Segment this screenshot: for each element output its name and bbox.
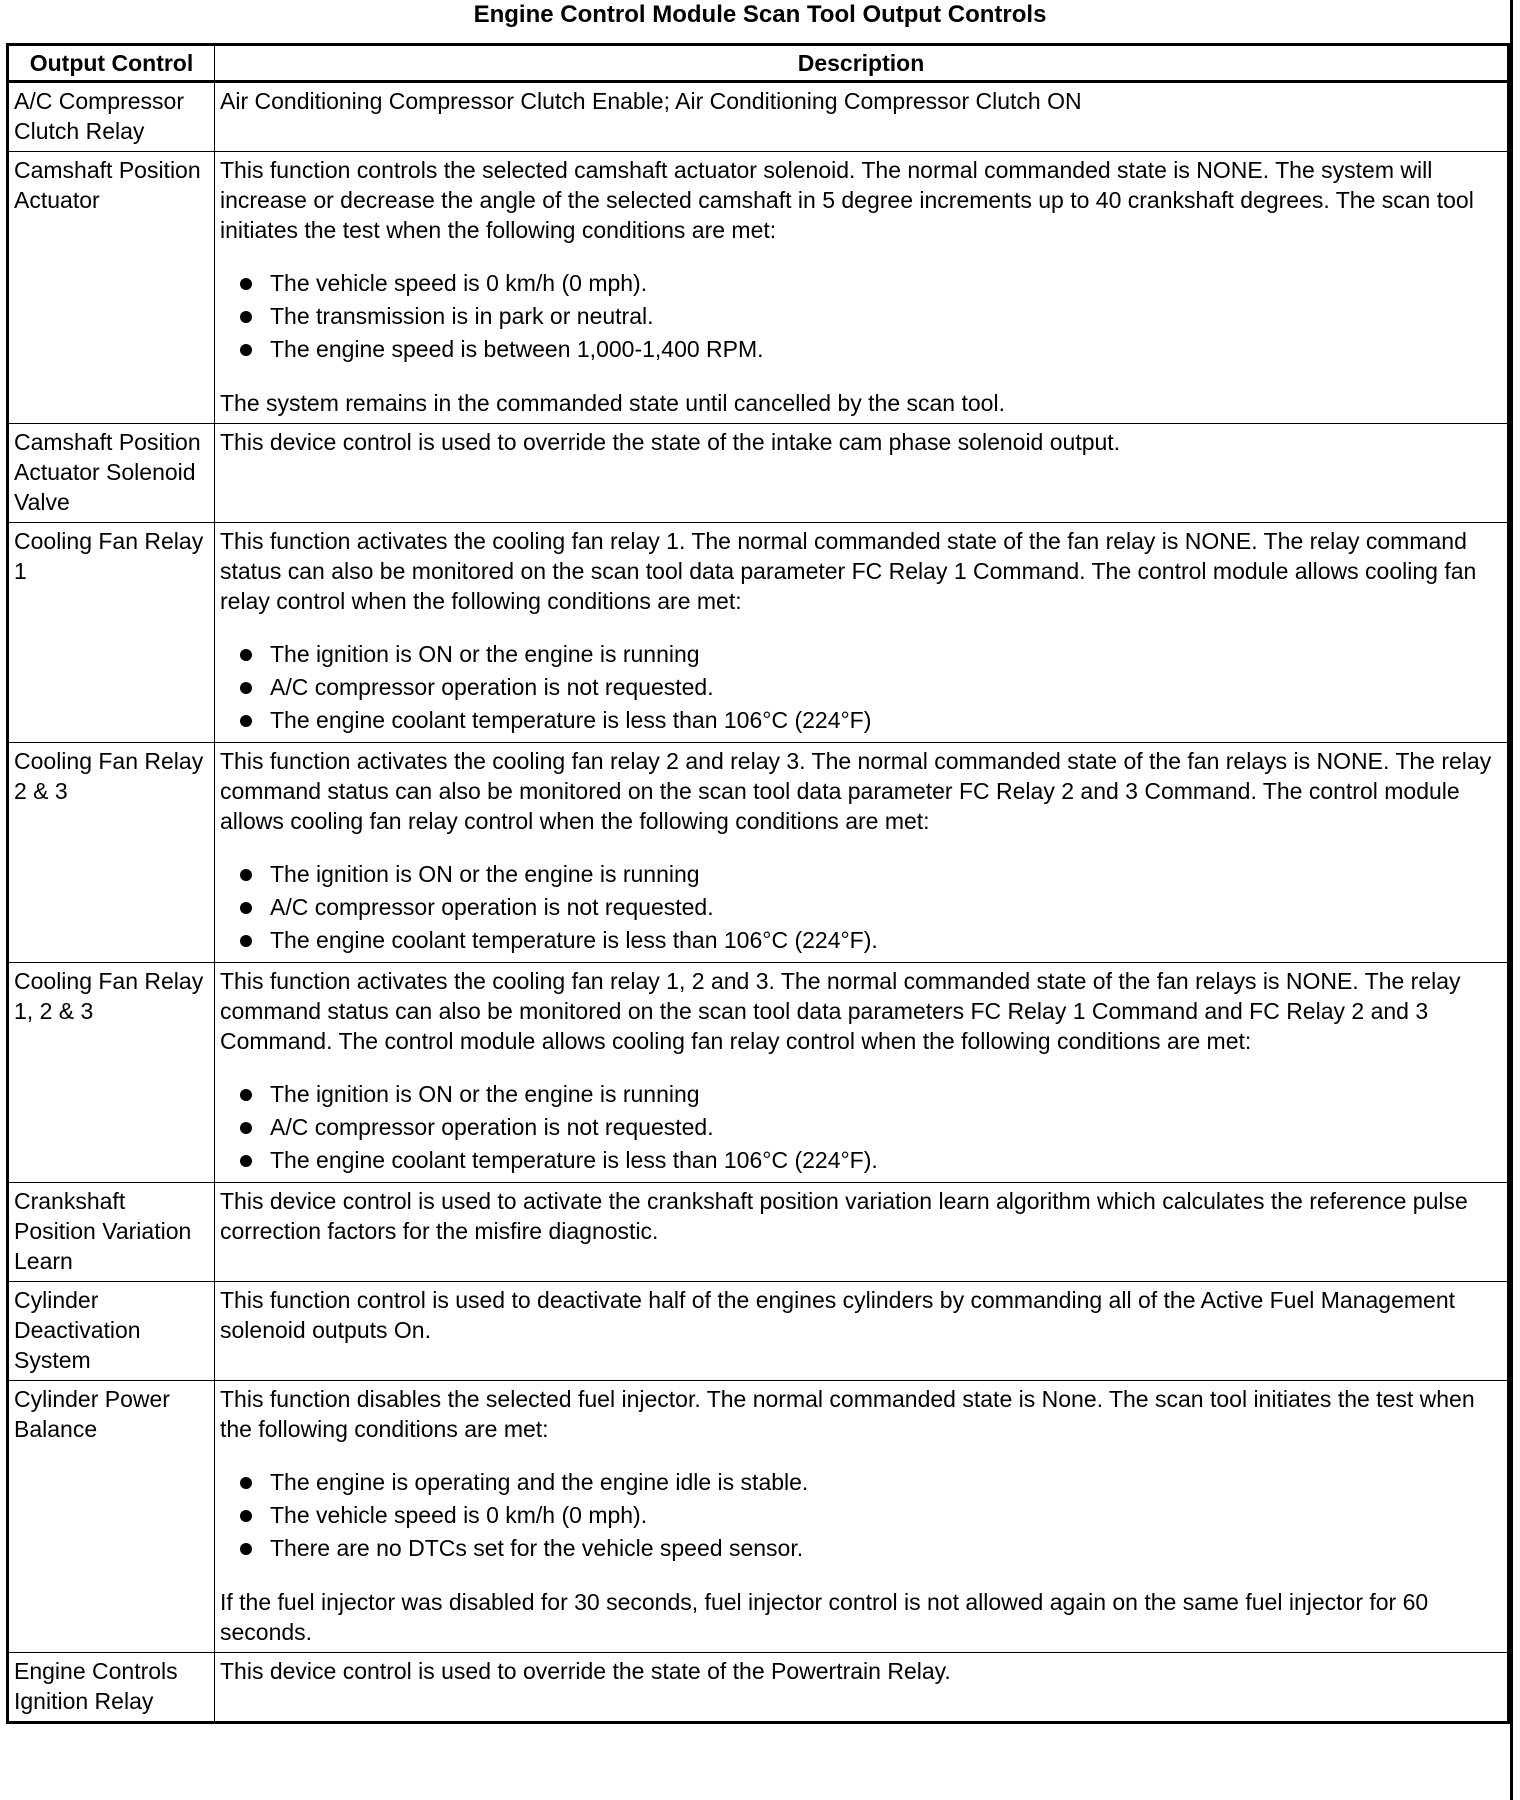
- list-item-text: The vehicle speed is 0 km/h (0 mph).: [270, 1502, 648, 1528]
- description-text: This function controls the selected camshaft actuator solenoid. The normal commanded state is NONE. The system will increase or decrease the angle of the selected camshaft in 5 degree increments up to 40 crankshaft degrees. The scan tool initiates the test when the following conditions are met:: [220, 157, 1474, 243]
- bullet-icon: [240, 1089, 252, 1101]
- description-text: This function activates the cooling fan relay 2 and relay 3. The normal commanded state of the fan relays is NONE. The relay command status can also be monitored on the scan tool data parameter FC Relay 2 and 3 Command. The control module allows cooling fan relay control when the following conditions are met:: [220, 748, 1492, 834]
- bullet-icon: [240, 649, 252, 661]
- description-text: This device control is used to activate the crankshaft position variation learn algorithm which calculates the reference pulse correction factors for the misfire diagnostic.: [220, 1188, 1468, 1244]
- list-item: [234, 1532, 1502, 1565]
- condition-list: [220, 1078, 1502, 1177]
- bullet-icon: [240, 715, 252, 727]
- output-control-cell: Cylinder Power Balance: [8, 1381, 215, 1653]
- description-cell: [215, 152, 1509, 424]
- condition-list: [220, 1466, 1502, 1565]
- output-control-cell: Cylinder Deactivation System: [8, 1282, 215, 1381]
- description-text: This function activates the cooling fan relay 1, 2 and 3. The normal commanded state of the fan relays is NONE. The relay command status can also be monitored on the scan tool data parameters FC Relay 1 Command and FC Relay 2 and 3 Command. The control module allows cooling fan relay control when the following conditions are met:: [220, 968, 1461, 1054]
- table-row: [8, 424, 1509, 523]
- bullet-icon: [240, 311, 252, 323]
- table-row: [8, 1381, 1509, 1653]
- bullet-icon: [240, 682, 252, 694]
- description-note: The system remains in the commanded state until cancelled by the scan tool.: [220, 390, 1005, 416]
- document-title: Engine Control Module Scan Tool Output Controls: [473, 1, 1047, 28]
- list-item-text: The ignition is ON or the engine is running: [270, 861, 700, 887]
- description-text: Air Conditioning Compressor Clutch Enable; Air Conditioning Compressor Clutch ON: [220, 88, 1082, 114]
- table-row: [8, 1282, 1509, 1381]
- description-text: This function disables the selected fuel injector. The normal commanded state is None. The scan tool initiates the test when the following conditions are met:: [220, 1386, 1475, 1442]
- condition-list: [220, 638, 1502, 737]
- list-item: [234, 300, 1502, 333]
- table-row: [8, 963, 1509, 1183]
- table-header-row: [8, 45, 1509, 82]
- list-item-text: The ignition is ON or the engine is running: [270, 641, 700, 667]
- table-row: [8, 523, 1509, 743]
- bullet-icon: [240, 1543, 252, 1555]
- list-item-text: There are no DTCs set for the vehicle speed sensor.: [270, 1535, 804, 1561]
- bullet-icon: [240, 344, 252, 356]
- bullet-icon: [240, 1155, 252, 1167]
- list-item-text: A/C compressor operation is not requested.: [270, 894, 714, 920]
- bullet-icon: [240, 869, 252, 881]
- description-cell: [215, 1183, 1509, 1282]
- bullet-icon: [240, 935, 252, 947]
- table-row: [8, 743, 1509, 963]
- list-item-text: The engine coolant temperature is less than 106°C (224°F).: [270, 927, 878, 953]
- output-control-cell: Camshaft Position Actuator Solenoid Valve: [8, 424, 215, 523]
- description-text: This function control is used to deactivate half of the engines cylinders by commanding all of the Active Fuel Management solenoid outputs On.: [220, 1287, 1456, 1343]
- output-control-cell: A/C Compressor Clutch Relay: [8, 82, 215, 152]
- list-item: [234, 333, 1502, 366]
- description-cell: [215, 1381, 1509, 1653]
- description-text: This device control is used to override the state of the Powertrain Relay.: [220, 1658, 951, 1684]
- list-item-text: The ignition is ON or the engine is running: [270, 1081, 700, 1107]
- bullet-icon: [240, 1477, 252, 1489]
- table-row: [8, 1183, 1509, 1282]
- list-item: [234, 924, 1502, 957]
- output-control-cell: Cooling Fan Relay 1: [8, 523, 215, 743]
- bullet-icon: [240, 1122, 252, 1134]
- description-note: If the fuel injector was disabled for 30 seconds, fuel injector control is not allowed again on the same fuel injector for 60 seconds.: [220, 1589, 1429, 1645]
- list-item: [234, 858, 1502, 891]
- bullet-icon: [240, 902, 252, 914]
- list-item-text: A/C compressor operation is not requested.: [270, 674, 714, 700]
- output-control-cell: Cooling Fan Relay 2 & 3: [8, 743, 215, 963]
- description-text: This device control is used to override the state of the intake cam phase solenoid output.: [220, 429, 1121, 455]
- list-item: [234, 891, 1502, 924]
- list-item: [234, 267, 1502, 300]
- list-item: [234, 1499, 1502, 1532]
- list-item: [234, 1078, 1502, 1111]
- list-item: [234, 671, 1502, 704]
- description-text: This function activates the cooling fan relay 1. The normal commanded state of the fan relay is NONE. The relay command status can also be monitored on the scan tool data parameter FC Relay 1 Command. The control module allows cooling fan relay control when the following conditions are met:: [220, 528, 1477, 614]
- description-cell: [215, 523, 1509, 743]
- output-control-cell: Camshaft Position Actuator: [8, 152, 215, 424]
- column-header-description: Description: [215, 45, 1509, 82]
- condition-list: [220, 858, 1502, 957]
- output-control-cell: Cooling Fan Relay 1, 2 & 3: [8, 963, 215, 1183]
- table-row: [8, 82, 1509, 152]
- table-row: [8, 152, 1509, 424]
- table-body: [8, 82, 1509, 1723]
- list-item-text: A/C compressor operation is not requested.: [270, 1114, 714, 1140]
- list-item-text: The engine coolant temperature is less than 106°C (224°F).: [270, 1147, 878, 1173]
- bullet-icon: [240, 1510, 252, 1522]
- page-edge-rule: [1510, 0, 1513, 1800]
- description-cell: [215, 82, 1509, 152]
- list-item-text: The engine coolant temperature is less than 106°C (224°F): [270, 707, 872, 733]
- output-control-cell: Engine Controls Ignition Relay: [8, 1653, 215, 1723]
- list-item: [234, 704, 1502, 737]
- description-cell: [215, 963, 1509, 1183]
- column-header-output-control: Output Control: [8, 45, 215, 82]
- list-item-text: The transmission is in park or neutral.: [270, 303, 654, 329]
- condition-list: [220, 267, 1502, 366]
- bullet-icon: [240, 278, 252, 290]
- list-item-text: The engine speed is between 1,000-1,400 RPM.: [270, 336, 764, 362]
- output-controls-table: [6, 43, 1510, 1724]
- description-cell: [215, 424, 1509, 523]
- list-item-text: The engine is operating and the engine idle is stable.: [270, 1469, 809, 1495]
- description-cell: [215, 1282, 1509, 1381]
- table-row: [8, 1653, 1509, 1723]
- list-item: [234, 638, 1502, 671]
- list-item-text: The vehicle speed is 0 km/h (0 mph).: [270, 270, 648, 296]
- output-control-cell: Crankshaft Position Variation Learn: [8, 1183, 215, 1282]
- list-item: [234, 1144, 1502, 1177]
- list-item: [234, 1466, 1502, 1499]
- description-cell: [215, 743, 1509, 963]
- description-cell: [215, 1653, 1509, 1723]
- list-item: [234, 1111, 1502, 1144]
